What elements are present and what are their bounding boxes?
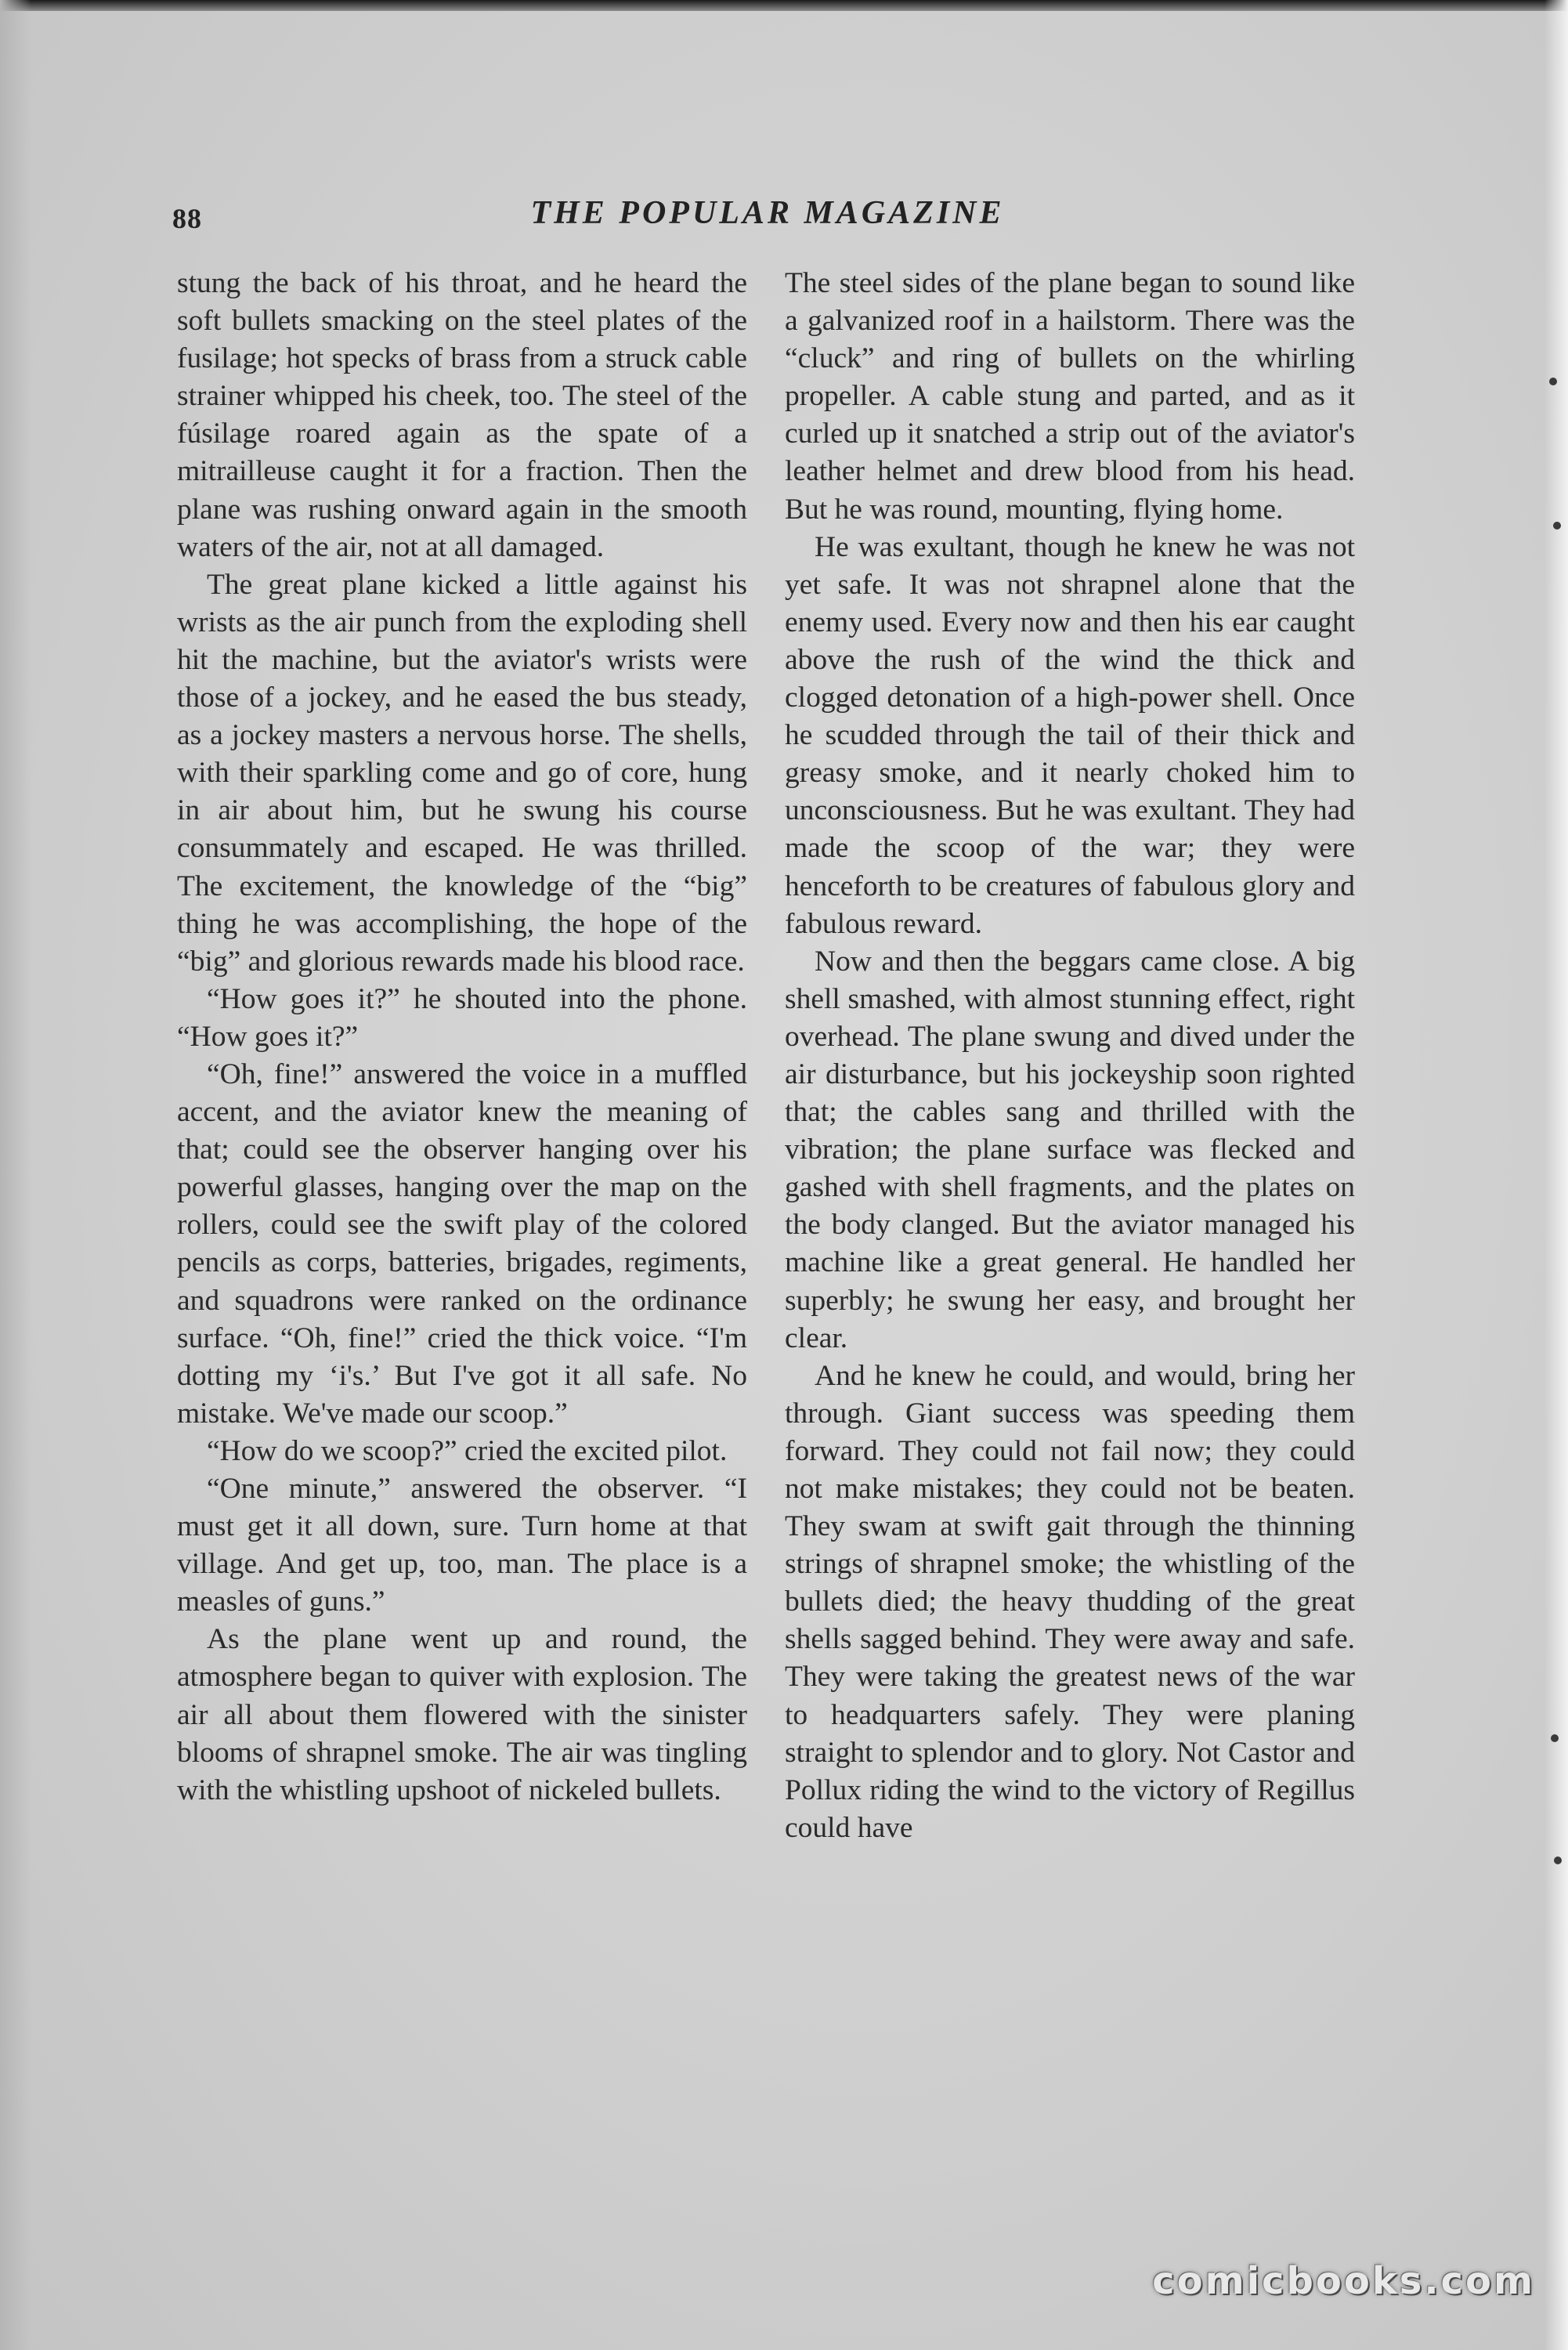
left-text-column <box>177 265 747 1810</box>
paragraph: “How goes it?” he shouted into the phone. “How goes it?” <box>177 982 747 1053</box>
paragraph: “Oh, fine!” answered the voice in a muffled accent, and the aviator knew the meaning of that; could see the observer hanging over his powerful glasses, hanging over the map on the rollers, could see the swift play of the colored pencils as corps, batteries, brigades, regiments, and squadrons were ranked on the ordinance surface. “Oh, fine!” cried the thick voice. “I'm dotting my ‘i's.’ But I've got it all safe. No mistake. We've made our scoop.” <box>177 1058 747 1430</box>
paragraph: And he knew he could, and would, bring her through. Giant success was speeding them forward. They could not fail now; they could not make mistakes; they could not be beaten. They swam at swift gait through the thinning strings of shrapnel smoke; the whistling of the bullets died; the heavy thudding of the great shells sagged behind. They were away and safe. They were taking the greatest news of the war to headquarters safely. They were planing straight to splendor and to glory. Not Castor and Pollux riding the wind to the victory of Regillus could have <box>785 1359 1355 1844</box>
paragraph: He was exultant, though he knew he was not yet safe. It was not shrapnel alone that the enemy used. Every now and then his ear caught above the rush of the wind the thick and clogged detonation of a high-power shell. Once he scudded through the tail of their thick and greasy smoke, and it nearly choked him to unconsciousness. But he was exultant. They had made the scoop of the war; they were henceforth to be creatures of fabulous glory and fabulous reward. <box>785 530 1355 940</box>
paragraph: “How do we scoop?” cried the excited pilot. <box>207 1434 728 1467</box>
right-text-column <box>785 265 1355 1847</box>
paragraph: As the plane went up and round, the atmosphere began to quiver with explosion. The air all about them flowered with the sinister blooms of shrapnel smoke. The air was tingling with the whistling upshoot of nickeled bullets. <box>177 1623 747 1806</box>
paragraph: stung the back of his throat, and he heard the soft bullets smacking on the steel plates of the fusilage; hot specks of brass from a struck cable strainer whipped his cheek, too. The steel of the fúsilage roared again as the spate of a mitrailleuse caught it for a fraction. Then the plane was rushing onward again in the smooth waters of the air, not at all damaged. <box>177 267 747 563</box>
watermark-logo: comicbooks.com <box>1152 2259 1535 2303</box>
page-left-edge <box>0 0 31 2350</box>
paragraph: The steel sides of the plane began to sound like a galvanized roof in a hailstorm. There was the “cluck” and ring of bullets on the whirling propeller. A cable stung and parted, and as it curled up it snatched a strip out of the aviator's leather helmet and drew blood from his head. But he was round, mounting, flying home. <box>785 267 1355 526</box>
page-top-edge <box>0 0 1568 11</box>
paragraph: “One minute,” answered the observer. “I must get it all down, sure. Turn home at that village. And get up, too, man. The place is a measles of guns.” <box>177 1473 747 1618</box>
page-speck <box>1553 522 1561 530</box>
running-header <box>172 194 1363 244</box>
page-speck <box>1554 1856 1562 1864</box>
paragraph: Now and then the beggars came close. A big shell smashed, with almost stunning effect, right overhead. The plane swung and dived under the air disturbance, but his jockeyship soon righted that; the cables sang and thrilled with the vibration; the plane surface was flecked and gashed with shell fragments, and the plates on the body clanged. But the aviator managed his machine like a great general. He handled her superbly; he swung her easy, and brought her clear. <box>785 945 1355 1354</box>
page-right-edge <box>1545 0 1568 2350</box>
page-number: 88 <box>172 203 202 234</box>
page-speck <box>1549 378 1557 385</box>
page-speck <box>1551 1734 1559 1742</box>
running-title: THE POPULAR MAGAZINE <box>530 195 1005 231</box>
paragraph: The great plane kicked a little against his wrists as the air punch from the exploding shell hit the machine, but the aviator's wrists were those of a jockey, and he eased the bus steady, as a jockey masters a nervous horse. The shells, with their sparkling come and go of core, hung in air about him, but he swung his course consummately and escaped. He was thrilled. The excitement, the knowledge of the “big” thing he was accomplishing, the hope of the “big” and glorious rewards made his blood race. <box>177 568 747 978</box>
